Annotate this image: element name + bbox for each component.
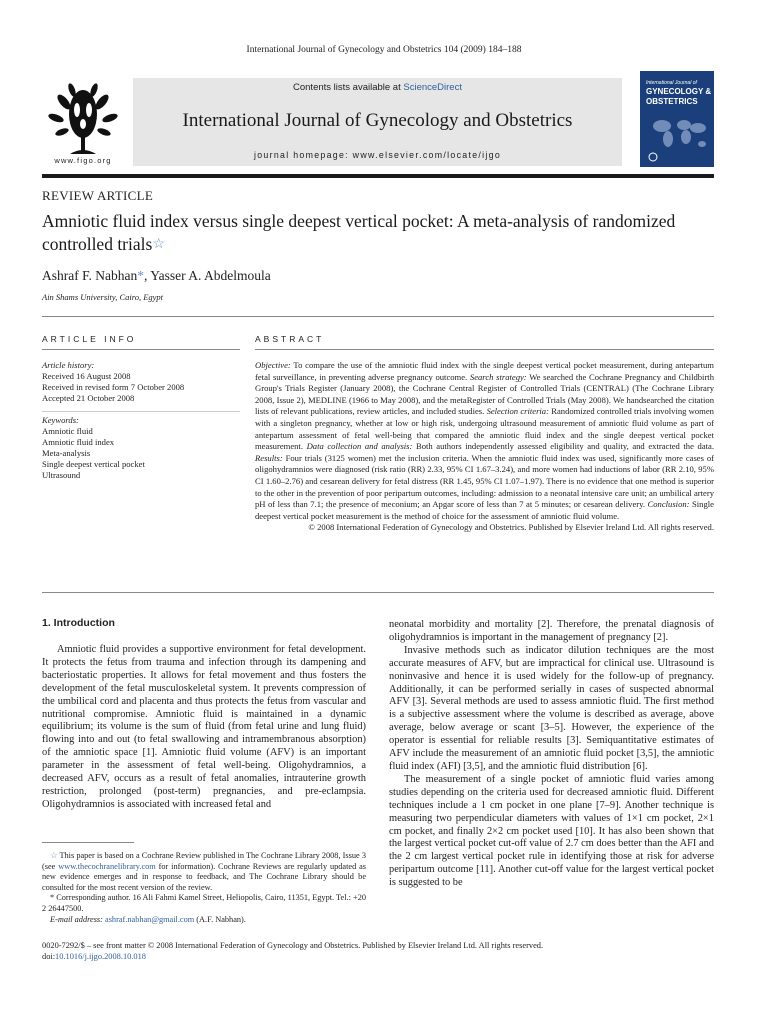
divider [42,349,240,350]
objective-text: To compare the use of the amniotic fluid index with the single deepest vertical pocket measurement, during antepartum fetal surveillance, in preventing adverse pregnancy outcome. [255,360,714,382]
search-text: We searched the Cochrane Pregnancy and Childbirth Group's Trials Register (January 2008), the Cochrane Central Register of Controlled Trials (CENTRAL) (The Cochrane Library 2008, Issue 2), MEDLINE (1966 to May 2008), and the metaRegister of Controlled Trials (May 2008). We handsearched the citation lists of relevant publications, review articles, and included studies. [255,371,714,417]
email-suffix: (A.F. Nabhan). [194,914,246,924]
affiliation: Ain Shams University, Cairo, Egypt [42,292,164,302]
abstract-text [255,360,714,534]
divider [255,349,714,350]
divider [42,592,714,593]
keyword: Amniotic fluid [42,426,93,436]
contents-prefix: Contents lists available at [293,82,404,93]
journal-title: International Journal of Gynecology and Obstetrics [182,110,573,131]
intro-paragraph-1 [42,644,366,812]
data-label: Data collection and analysis: [306,441,413,452]
article-history [42,360,242,404]
conclusion-label: Conclusion: [647,499,690,510]
footnote-star-icon: ☆ [50,851,58,860]
objective-label: Objective: [255,360,291,370]
footnote-1 [42,851,366,893]
contents-line [133,82,622,93]
authors [42,268,271,284]
front-matter: 0020-7292/$ – see front matter © 2008 International Federation of Gynecology and Obstetrics. Published by Elsevier Ireland Ltd. All rights reserved. [42,941,544,950]
keyword: Ultrasound [42,470,81,480]
results-text: Four trials (3125 women) met the inclusion criteria. When the amniotic fluid index was used, significantly more cases of oligohydramnios were diagnosed (risk ratio (RR) 2.33, 95% CI 1.67–3.24), and more women had inductions of labor (RR 2.10, 95% CI 1.60–2.76) and cesarean delivery for fetal distress (RR 1.45, 95% CI 1.07–1.97). There is no evidence that one method is superior to the other in the prevention of poor peripartum outcomes, including: admission to a neonatal intensive care unit; an umbilical artery pH of less than 7.1; the presence of meconium; an Apgar score of less than 7 at 5 minutes; or cesarean delivery. [255,452,714,510]
abstract-heading: ABSTRACT [255,334,325,344]
results-label: Results: [255,452,283,463]
paragraph: neonatal morbidity and mortality [2]. Therefore, the prenatal diagnosis of oligohydramnios is important in the management of pregnancy [2]. [389,619,714,643]
journal-homepage[interactable]: journal homepage: www.elsevier.com/locate/ijgo [253,150,502,160]
footnotes [42,851,366,925]
intro-right-column [389,619,714,890]
paragraph: Invasive methods such as indicator dilution techniques are the most accurate measures of AFV, but are impractical for clinical use. Ultrasound is noninvasive and hence it is used widely for the follow-up of pregnancy. Additionally, it can be performed serially in cases of suspected abnormal AFV [3]. Several methods are used to assess amniotic fluid. The first method is a subjective assessment where the volume is described as average, above average, below average or scant [3–5]. However, the experience of the operator is essential for reliable results [3]. Semiquantitative estimates of AFV include the measurement of an amniotic fluid pocket [3,5], the amniotic fluid index (AFI) [3,5], and the amniotic fluid distribution [6]. [389,644,714,772]
copyright: © 2008 International Federation of Gynecology and Obstetrics. Published by Elsevier Ireland Ltd. All rights reserved. [308,522,714,533]
history-label: Article history: [42,360,95,370]
keyword: Single deepest vertical pocket [42,459,145,469]
doi-prefix: doi: [42,952,56,961]
search-label: Search strategy: [469,371,527,382]
data-text: Both authors independently assessed eligibility and quality, and extracted the data. [412,441,714,452]
article-title-text: Amniotic fluid index versus single deepest vertical pocket: A meta-analysis of randomized controlled trials [42,211,676,254]
paragraph: The measurement of a single pocket of amniotic fluid varies among studies depending on the criteria used for decreased amniotic fluid. Different techniques include a 1 cm pocket in one plane [7–9]. Another technique is measuring two perpendicular diameters with values of 1×1 cm pocket, 2×1 cm pocket, and finally 2×2 cm pocket used [10]. It has also been shown that the largest vertical pocket cut-off value of 2.7 cm does better than the AFI and the 2 cm largest vertical pocket rule in identifying those at risk for adverse peripartum outcome [11]. Another cut-off value for the largest vertical pocket is suggested to be [389,773,714,889]
history-item: Received 16 August 2008 [42,371,131,381]
footnote-email [42,915,366,926]
doi-line [42,951,543,962]
divider [42,411,240,412]
journal-cover [640,71,714,167]
sciencedirect-link[interactable]: ScienceDirect [403,82,462,93]
selection-label: Selection criteria: [486,406,549,417]
title-footnote-star-icon[interactable]: ☆ [152,237,165,252]
email-link[interactable]: ashraf.nabhan@gmail.com [105,914,195,924]
keywords [42,415,242,481]
tree-logo-icon [42,80,124,164]
selection-text: Randomized controlled trials involving women with a singleton pregnancy, whether at low or high risk, undergoing ultrasound measurement of amniotic fluid volume as part of antepartum assessment of fetal well-being that compared the amniotic fluid index and the single deepest vertical pocket measurement. [255,406,714,452]
keyword: Meta-analysis [42,448,91,458]
cochrane-link[interactable]: www.thecochranelibrary.com [58,861,156,871]
article-title [42,210,714,256]
corresponding-author-mark[interactable]: * [137,268,145,283]
cover-title-text: GYNECOLOGY & OBSTETRICS [646,87,712,106]
logo-url: www.figo.org [54,156,112,165]
keywords-label: Keywords: [42,415,79,425]
cover-subtitle: International Journal of [646,80,697,86]
footnote-2: * Corresponding author. 16 Ali Fahmi Kamel Street, Heliopolis, Cairo, 11351, Egypt. Tel.: +20 2 26447500. [42,893,366,913]
doi-link[interactable]: 10.1016/j.ijgo.2008.10.018 [55,952,146,961]
paragraph: Amniotic fluid provides a supportive environment for fetal development. It protects the fetus from trauma and infection through its dampening and bacteriostatic properties. It allows for fetal movement and thus fosters the development of the fetal musculoskeletal system. It prevents compression of the umbilical cord and placenta and thus protects the fetus from vascular and nutritional compromise. Amniotic fluid is maintained in a dynamic equilibrium; its volume is the sum of fluid (from fetal urine and lung fluid) flowing into and out (to fetal swallowing and intramembranous absorption) of the amniotic space [1]. Amniotic fluid volume (AFV) is an important parameter in the assessment of fetal well-being. Oligohydramnios, a decreased AFV, occurs as a result of fetal anomalies, intrauterine growth restriction, prolonged (post-term) pregnancies, and pre-eclampsia. Oligohydramnios is associated with increased fetal and [42,644,366,810]
author-1: Ashraf F. Nabhan [42,268,138,283]
conclusion-text: Single deepest vertical pocket measurement is the method of choice for the assessment of amniotic fluid volume. [255,499,714,521]
footnote-divider [42,842,134,843]
divider [42,316,714,317]
section-heading: 1. Introduction [42,617,115,629]
article-info-heading: ARTICLE INFO [42,334,137,344]
article-type: REVIEW ARTICLE [42,188,154,203]
footnote-text: This paper is based on a Cochrane Review published in The Cochrane Library 2008, Issue 3 (see [42,851,366,871]
author-2: , Yasser A. Abdelmoula [144,268,271,283]
keyword: Amniotic fluid index [42,437,115,447]
figo-logo [42,80,124,164]
page-footer [42,940,543,962]
footnote-text: for information). Cochrane Reviews are regularly updated as new evidence emerges and in response to feedback, and The Cochrane Library should be consulted for the most recent version of the review. [42,861,367,892]
history-item: Received in revised form 7 October 2008 [42,382,185,392]
email-label: E-mail address: [50,914,103,924]
header-rule [42,174,714,178]
world-map-icon [640,71,714,167]
journal-reference: International Journal of Gynecology and Obstetrics 104 (2009) 184–188 [246,45,522,55]
history-item: Accepted 21 October 2008 [42,393,135,403]
